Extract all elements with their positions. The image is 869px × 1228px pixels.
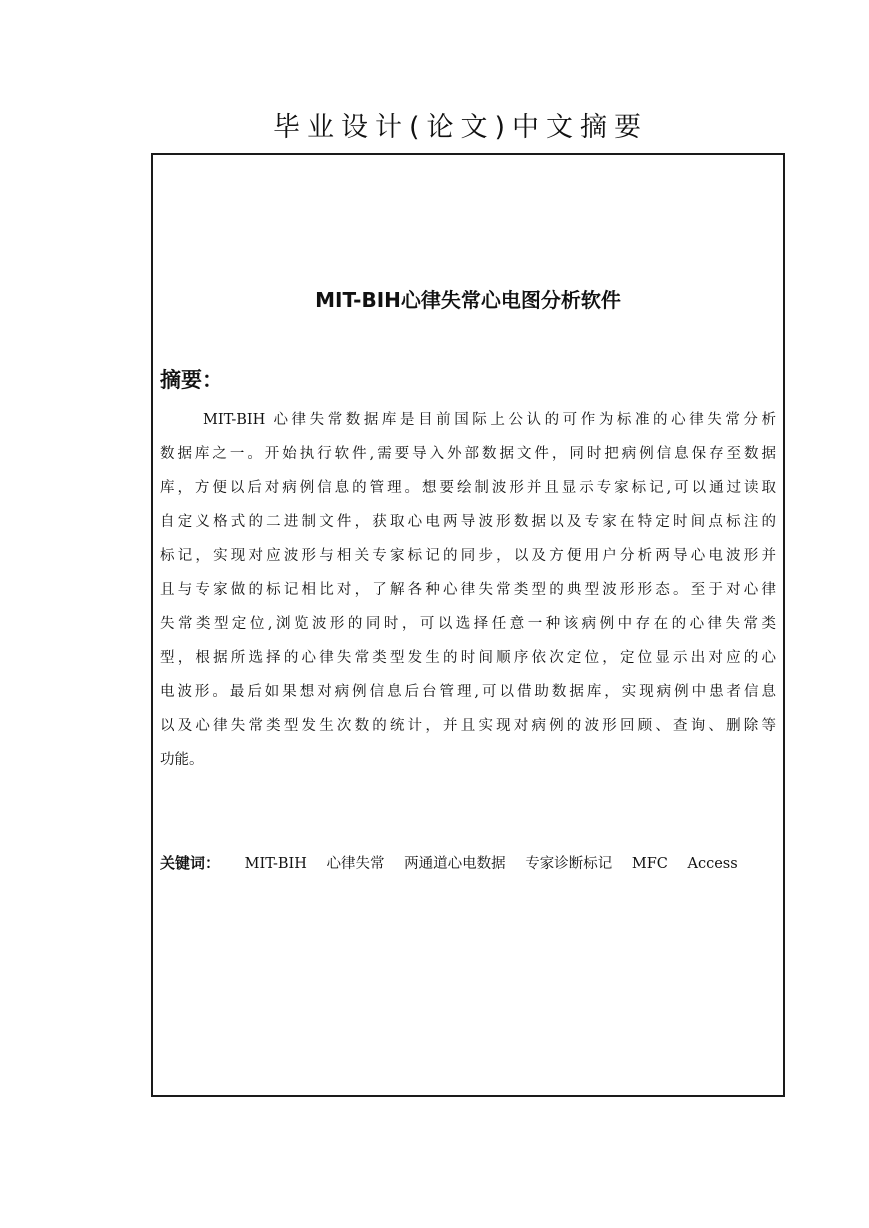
keywords-label: 关键词：: [160, 854, 221, 872]
keyword: 专家诊断标记: [525, 856, 613, 872]
abstract-line: 功能。: [160, 752, 204, 768]
keyword: MFC: [631, 856, 668, 872]
keyword: 心律失常: [326, 856, 385, 872]
abstract-line: MIT-BIH 心律失常数据库是目前国际上公认的可作为标准的心律失常分析: [203, 412, 776, 428]
abstract-line: 失常类型定位,浏览波形的同时，可以选择任意一种该病例中存在的心律失常类: [160, 616, 776, 632]
keyword: Access: [687, 856, 738, 872]
keywords-row: [160, 851, 753, 875]
abstract-heading: 摘要：: [160, 368, 223, 392]
abstract-frame: [151, 153, 785, 1097]
abstract-line: 电波形。最后如果想对病例信息后台管理,可以借助数据库，实现病例中患者信息: [160, 684, 776, 700]
abstract-line: 型，根据所选择的心律失常类型发生的时间顺序依次定位，定位显示出对应的心: [160, 650, 776, 666]
keyword: 两通道心电数据: [404, 856, 506, 872]
abstract-line: 以及心律失常类型发生次数的统计，并且实现对病例的波形回顾、查询、删除等: [160, 718, 776, 734]
abstract-line: 库，方便以后对病例信息的管理。想要绘制波形并且显示专家标记,可以通过读取: [160, 480, 776, 496]
abstract-line: 且与专家做的标记相比对，了解各种心律失常类型的典型波形形态。至于对心律: [160, 582, 776, 598]
abstract-line: 自定义格式的二进制文件，获取心电两导波形数据以及专家在特定时间点标注的: [160, 514, 776, 530]
thesis-title: MIT-BIH心律失常心电图分析软件: [315, 288, 621, 312]
abstract-line: 标记，实现对应波形与相关专家标记的同步，以及方便用户分析两导心电波形并: [160, 548, 776, 564]
abstract-line: 数据库之一。开始执行软件,需要导入外部数据文件，同时把病例信息保存至数据: [160, 446, 776, 462]
page-heading: 毕业设计(论文)中文摘要: [272, 112, 649, 143]
keyword: MIT-BIH: [244, 856, 307, 872]
abstract-body: [160, 403, 776, 777]
